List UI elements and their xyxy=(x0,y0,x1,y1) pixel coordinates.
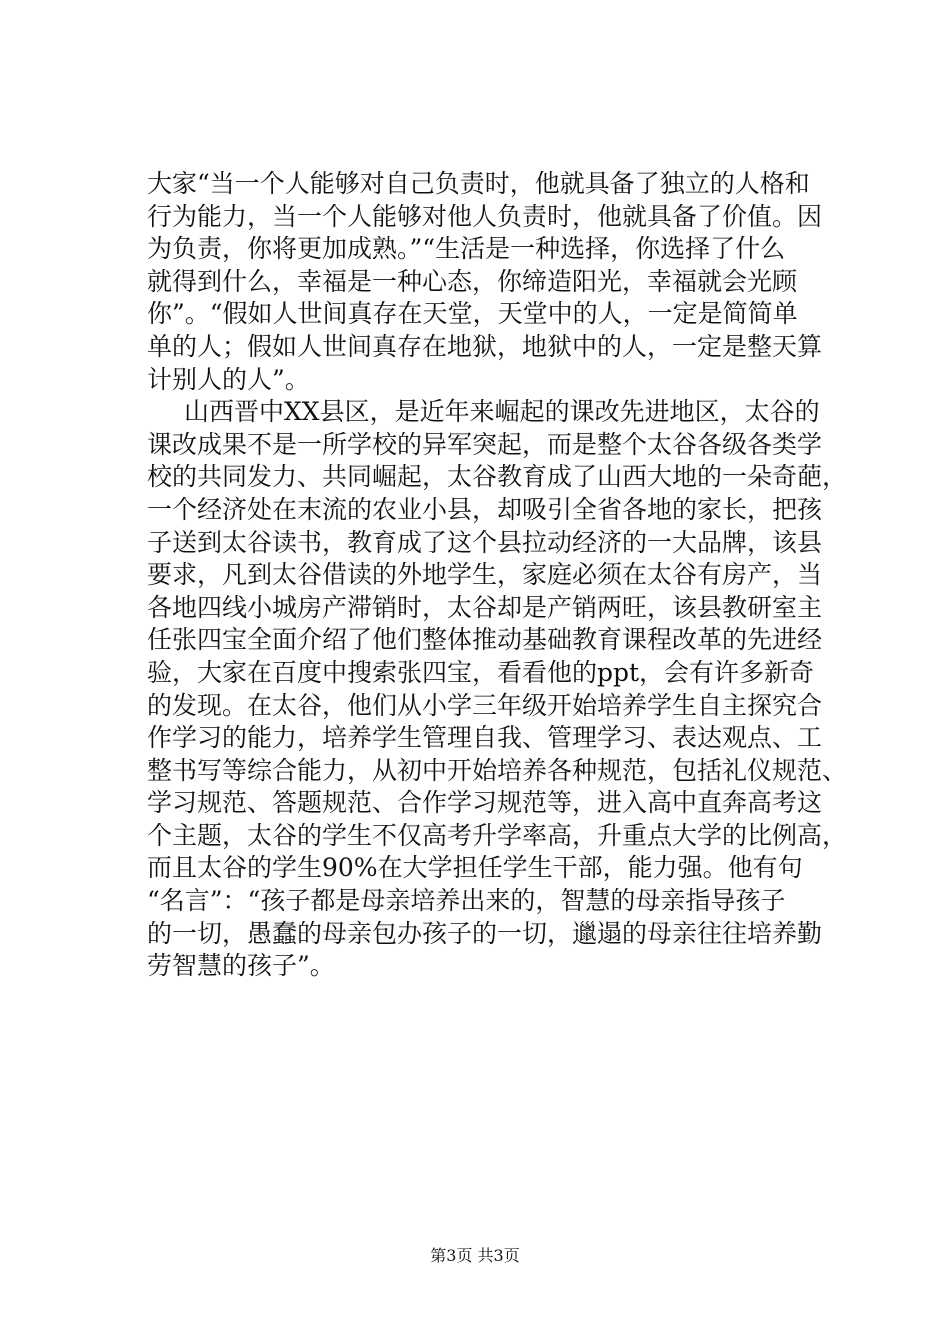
text-line: 任张四宝全面介绍了他们整体推动基础教育课程改革的先进经 xyxy=(147,625,823,655)
text-line: 子送到太谷读书，教育成了这个县拉动经济的一大品牌，该县 xyxy=(147,527,823,557)
page-number-footer: 第3页 共3页 xyxy=(430,1246,520,1265)
text-line: 而且太谷的学生90%在大学担任学生干部，能力强。他有句 xyxy=(147,853,803,883)
text-line: 你”。“假如人世间真存在天堂，天堂中的人，一定是简简单 xyxy=(147,299,798,329)
text-line: 个主题，太谷的学生不仅高考升学率高，升重点大学的比例高， xyxy=(147,820,848,850)
text-line: 整书写等综合能力，从初中开始培养各种规范，包括礼仪规范、 xyxy=(147,755,848,785)
text-line: 要求，凡到太谷借读的外地学生，家庭必须在太谷有房产，当 xyxy=(147,560,823,590)
text-line: 就得到什么，幸福是一种心态，你缔造阳光，幸福就会光顾 xyxy=(147,266,798,296)
text-line: “名言”：“孩子都是母亲培养出来的，智慧的母亲指导孩子 xyxy=(147,886,786,916)
text-line: 课改成果不是一所学校的异军突起，而是整个太谷各级各类学 xyxy=(147,429,823,459)
text-line: 大家“当一个人能够对自己负责时，他就具备了独立的人格和 xyxy=(147,169,810,198)
text-line: 验，大家在百度中搜索张四宝，看看他的ppt，会有许多新奇 xyxy=(147,657,815,687)
text-line: 计别人的人”。 xyxy=(147,364,310,394)
text-line: 的发现。在太谷，他们从小学三年级开始培养学生自主探究合 xyxy=(147,690,823,720)
text-line: 校的共同发力、共同崛起，太谷教育成了山西大地的一朵奇葩， xyxy=(147,462,848,492)
text-line: 学习规范、答题规范、合作学习规范等，进入高中直奔高考这 xyxy=(147,788,823,818)
text-line: 为负责，你将更加成熟。”“生活是一种选择，你选择了什么 xyxy=(147,234,786,264)
text-line: 各地四线小城房产滞销时，太谷却是产销两旺，该县教研室主 xyxy=(147,592,823,622)
document-body xyxy=(147,168,848,983)
paragraph-start-line: 山西晋中XX县区，是近年来崛起的课改先进地区，太谷的 xyxy=(184,397,820,427)
text-line: 作学习的能力，培养学生管理自我、管理学习、表达观点、工 xyxy=(147,723,823,753)
text-line: 劳智慧的孩子”。 xyxy=(147,951,335,981)
text-line: 一个经济处在末流的农业小县，却吸引全省各地的家长，把孩 xyxy=(147,494,823,524)
text-line: 行为能力，当一个人能够对他人负责时，他就具备了价值。因 xyxy=(147,201,823,231)
text-line: 单的人；假如人世间真存在地狱，地狱中的人，一定是整天算 xyxy=(147,331,823,361)
text-line: 的一切，愚蠢的母亲包办孩子的一切，邋遢的母亲往往培养勤 xyxy=(147,918,823,948)
